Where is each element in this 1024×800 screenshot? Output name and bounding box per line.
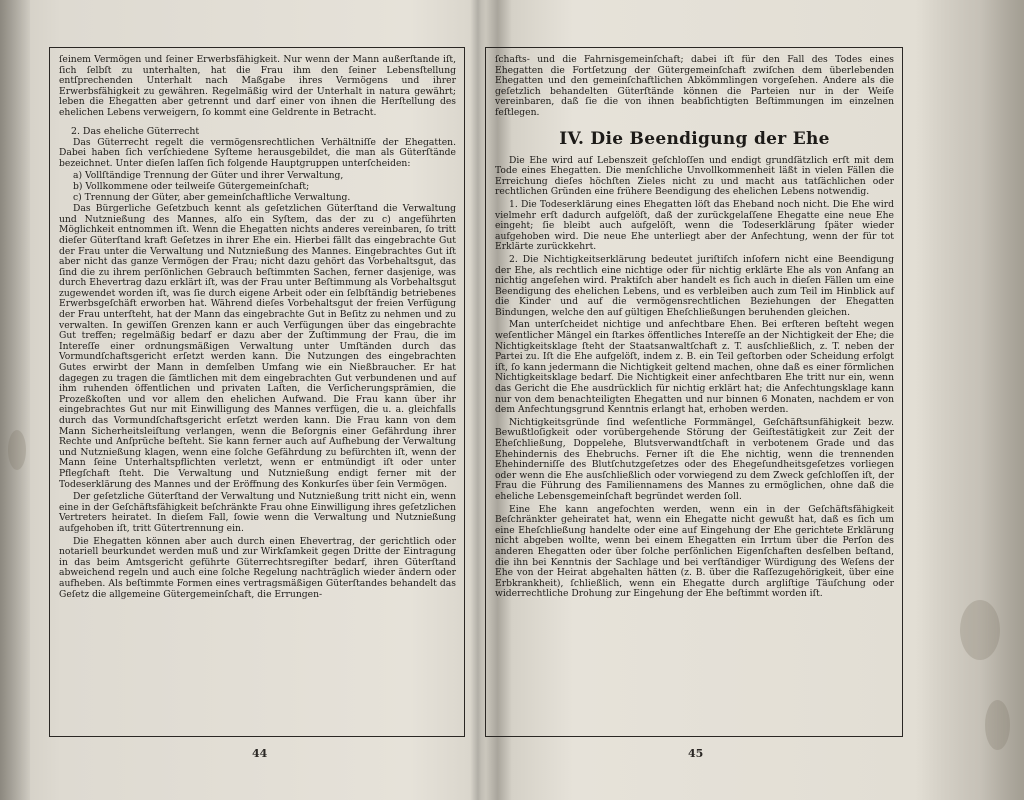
paragraph: Nichtigkeitsgründe ſind weſentliche Formmängel, Geſchäftsunfähigkeit bezw. Bewußtloſigkeit oder vorübergehende Störung der Geiſtestätigkeit zur Zeit der Eheſchließung, Doppelehe, Blutsverwandtſchaft in verbotenem Grade und das Ehehindernis des Ehebruchs. Ferner iſt die Ehe nichtig, wenn die trennenden Ehehinderniſſe des Blutſchutzgeſetzes oder des Ehegeſundheitsgeſetzes vorliegen oder wenn die Ehe ausſchließlich oder vorwiegend zu dem Zweck geſchloſſen iſt, der Frau die Führung des Familiennamens des Mannes zu ermöglichen, ohne daß die eheliche Lebensgemeinſchaft begründet werden ſoll. xyxy=(495,416,894,502)
right-page-text-frame xyxy=(485,47,903,737)
paragraph: ſeinem Vermögen und ſeiner Erwerbsfähigkeit. Nur wenn der Mann außerſtande iſt, ſich ſelbſt zu unterhalten, hat die Frau ihm den ſeiner Lebensſtellung entſprechenden Unterhalt nach Maßgabe ihres Vermögens und ihrer Erwerbsfähigkeit zu gewähren. Regelmäßig wird der Unterhalt in natura gewährt; leben die Ehegatten aber getrennt und darf einer von ihnen die Herſtellung des ehelichen Lebens verweigern, ſo kommt eine Geldrente in Betracht. xyxy=(59,54,456,118)
paragraph: Eine Ehe kann angefochten werden, wenn ein in der Geſchäftsfähigkeit Beſchränkter geheiratet hat, wenn ein Ehegatte nicht gewußt hat, daß es ſich um eine Eheſchließung handelte oder eine auf Eingehung der Ehe gerichtete Erklärung nicht abgeben wollte, wenn bei einem Ehegatten ein Irrtum über die Perſon des anderen Ehegatten oder über ſolche perſönlichen Eigenſchaften desſelben beſtand, die ihn bei Kenntnis der Sachlage und bei verſtändiger Würdigung des Weſens der Ehe von der Heirat abgehalten hätten (z. B. über die Raſſezugehörigkeit, über eine Erbkrankheit), ſchließlich, wenn ein Ehegatte durch argliſtige Täuſchung oder widerrechtliche Drohung zur Eingehung der Ehe beſtimmt worden iſt. xyxy=(495,503,894,600)
list-item: a) Vollſtändige Trennung der Güter und ihrer Verwaltung, xyxy=(73,170,344,182)
paragraph: Das Güterrecht regelt die vermögensrechtlichen Verhältniſſe der Ehegatten. Dabei haben ſich verſchiedene Syſteme herausgebildet, die man als Güterſtände bezeichnet. Unter dieſen laſſen ſich folgende Hauptgruppen unterſcheiden: xyxy=(59,136,456,169)
paragraph: Die Ehegatten können aber auch durch einen Ehevertrag, der gerichtlich oder notariell beurkundet werden muß und zur Wirkſamkeit gegen Dritte der Eintragung in das beim Amtsgericht geführte Güterrechtsregiſter bedarf, ihren Güterſtand abweichend regeln und auch eine ſolche Regelung nachträglich wieder ändern oder aufheben. Als beſtimmte Formen eines vertragsmäßigen Güterſtandes behandelt das Geſetz die allgemeine Gütergemeinſchaft, die Errungen- xyxy=(59,535,456,600)
left-page-text-frame xyxy=(49,47,465,737)
chapter-title: IV. Die Beendigung der Ehe xyxy=(559,128,830,149)
list-item: b) Vollkommene oder teilweiſe Gütergemeinſchaft; xyxy=(73,180,310,192)
paragraph: Man unterſcheidet nichtige und anfechtbare Ehen. Bei erſteren beſteht wegen weſentlicher Mängel ein ſtarkes öffentliches Intereſſe an der Nichtigkeit der Ehe; die Nichtigkeitsklage ſteht der Staatsanwaltſchaft z. T. ausſchließlich, z. T. neben der Partei zu. Iſt die Ehe aufgelöſt, indem z. B. ein Teil geſtorben oder Scheidung erfolgt iſt, ſo kann jedermann die Nichtigkeit geltend machen, ohne daß es einer förmlichen Nichtigkeitsklage bedarf. Die Nichtigkeit einer anfechtbaren Ehe tritt nur ein, wenn das Gericht die Ehe ausdrücklich für nichtig erklärt hat; die Anfechtungsklage kann nur von dem benachteiligten Ehegatten und nur binnen 6 Monaten, nachdem er von dem Anfechtungsgrund Kenntnis erlangt hat, erhoben werden. xyxy=(495,319,894,416)
paragraph: 2. Die Nichtigkeitserklärung bedeutet juriſtiſch inſofern nicht eine Beendigung der Ehe, als rechtlich eine nichtige oder für nichtig erklärte Ehe als von Anfang an nichtig angeſehen wird. Praktiſch aber handelt es ſich auch in dieſen Fällen um eine Beendigung des ehelichen Lebens, und es verbleiben auch zum Teil im Hinblick auf die Kinder und auf die vermögensrechtlichen Beziehungen der Ehegatten Bindungen, welche den auf gültigen Eheſchließungen beruhenden gleichen. xyxy=(495,253,894,318)
paper-stain xyxy=(960,600,1000,660)
list-item: c) Trennung der Güter, aber gemeinſchaftliche Verwaltung. xyxy=(73,191,351,203)
left-page-edge xyxy=(0,0,30,800)
paragraph: Das Bürgerliche Geſetzbuch kennt als geſetzlichen Güterſtand die Verwaltung und Nutznießung des Mannes, alſo ein Syſtem, das der zu c) angeführten Möglichkeit entnommen iſt. Wenn die Ehegatten nichts anderes vereinbaren, ſo tritt dieſer Güterſtand kraft Geſetzes in ihrer Ehe ein. Hierbei fällt das eingebrachte Gut der Frau unter die Verwaltung und Nutznießung des Mannes. Eingebrachtes Gut iſt aber nicht das ganze Vermögen der Frau; nicht dazu gehört das Vorbehaltsgut, das ſind die zu ihrem perſönlichen Gebrauch beſtimmten Sachen, ferner dasjenige, was durch Ehevertrag dazu erklärt iſt, was der Frau unter Beſtimmung als Vorbehaltsgut zugewendet worden iſt, was ſie durch eigene Arbeit oder ein ſelbſtändig betriebenes Erwerbsgeſchäft erworben hat. Während dieſes Vorbehaltsgut der freien Verfügung der Frau unterſteht, hat der Mann das eingebrachte Gut in Beſitz zu nehmen und zu verwalten. In gewiſſen Grenzen kann er auch Verfügungen über das eingebrachte Gut treffen; regelmäßig bedarf er dazu aber der Zuſtimmung der Frau, die im Intereſſe einer ordnungsmäßigen Verwaltung unter Umſtänden durch das Vormundſchaftsgericht erſetzt werden kann. Die Nutzungen des eingebrachten Gutes erwirbt der Mann in demſelben Umfang wie ein Nießbraucher. Er hat dagegen zu tragen die ſämtlichen mit dem eingebrachten Gut verbundenen und auf ihm ruhenden öffentlichen und privaten Laſten, die Verſicherungsprämien, die Prozeßkoſten und vor allem den ehelichen Aufwand. Die Frau kann über ihr eingebrachtes Gut nur mit Einwilligung des Mannes verfügen, die u. a. gleichfalls durch das Vormundſchaftsgericht erſetzt werden kann. Die Frau kann von dem Mann Sicherheitsleiſtung verlangen, wenn die Beſorgnis einer Gefährdung ihrer Rechte und Anſprüche beſteht. Sie kann ferner auch auf Aufhebung der Verwaltung und Nutznießung klagen, wenn eine ſolche Gefährdung zu befürchten iſt, wenn der Mann ſeine Unterhaltspflichten verletzt, wenn er entmündigt iſt oder unter Pflegſchaft ſteht. Die Verwaltung und Nutznießung endigt ferner mit der Todeserklärung des Mannes und der Eröffnung des Konkurſes über ſein Vermögen. xyxy=(59,203,456,490)
paragraph: 1. Die Todeserklärung eines Ehegatten löſt das Eheband noch nicht. Die Ehe wird vielmehr erſt dadurch aufgelöſt, daß der zurückgelaſſene Ehegatte eine neue Ehe eingeht; ſie bleibt auch aufgelöſt, wenn die Todeserklärung ſpäter wieder aufgehoben wird. Die neue Ehe unterliegt aber der Anfechtung, wenn der für tot Erklärte zurückkehrt. xyxy=(495,198,894,253)
paragraph: Die Ehe wird auf Lebenszeit geſchloſſen und endigt grundſätzlich erſt mit dem Tode eines Ehegatten. Die menſchliche Unvollkommenheit läßt in vielen Fällen die Erreichung dieſes höchſten Zieles nicht zu und macht aus tatſächlichen oder rechtlichen Gründen eine frühere Beendigung des ehelichen Lebens notwendig. xyxy=(495,154,894,198)
section-heading: 2. Das eheliche Güterrecht xyxy=(71,125,200,137)
page-number-left: 44 xyxy=(252,747,268,760)
paper-stain xyxy=(8,430,26,470)
paragraph: Der geſetzliche Güterſtand der Verwaltung und Nutznießung tritt nicht ein, wenn eine in der Geſchäftsfähigkeit beſchränkte Frau ohne Einwilligung ihres geſetzlichen Vertreters heiratet. In dieſem Fall, ſowie wenn die Verwaltung und Nutznießung aufgehoben iſt, tritt Gütertrennung ein. xyxy=(59,491,456,534)
paper-stain xyxy=(985,700,1010,750)
paragraph: ſchafts- und die Fahrnisgemeinſchaft; dabei iſt für den Fall des Todes eines Ehegatten die Fortſetzung der Gütergemeinſchaft zwiſchen dem überlebenden Ehegatten und den gemeinſchaftlichen Abkömmlingen vorgeſehen. Andere als die geſetzlich behandelten Güterſtände können die Parteien nur in der Weiſe vereinbaren, daß ſie die von ihnen beabſichtigten Beſtimmungen im einzelnen feſtlegen. xyxy=(495,54,894,118)
right-page-edge xyxy=(914,0,1024,800)
book-gutter xyxy=(470,0,486,800)
page-number-right: 45 xyxy=(688,747,704,760)
enumerated-list xyxy=(73,171,456,203)
